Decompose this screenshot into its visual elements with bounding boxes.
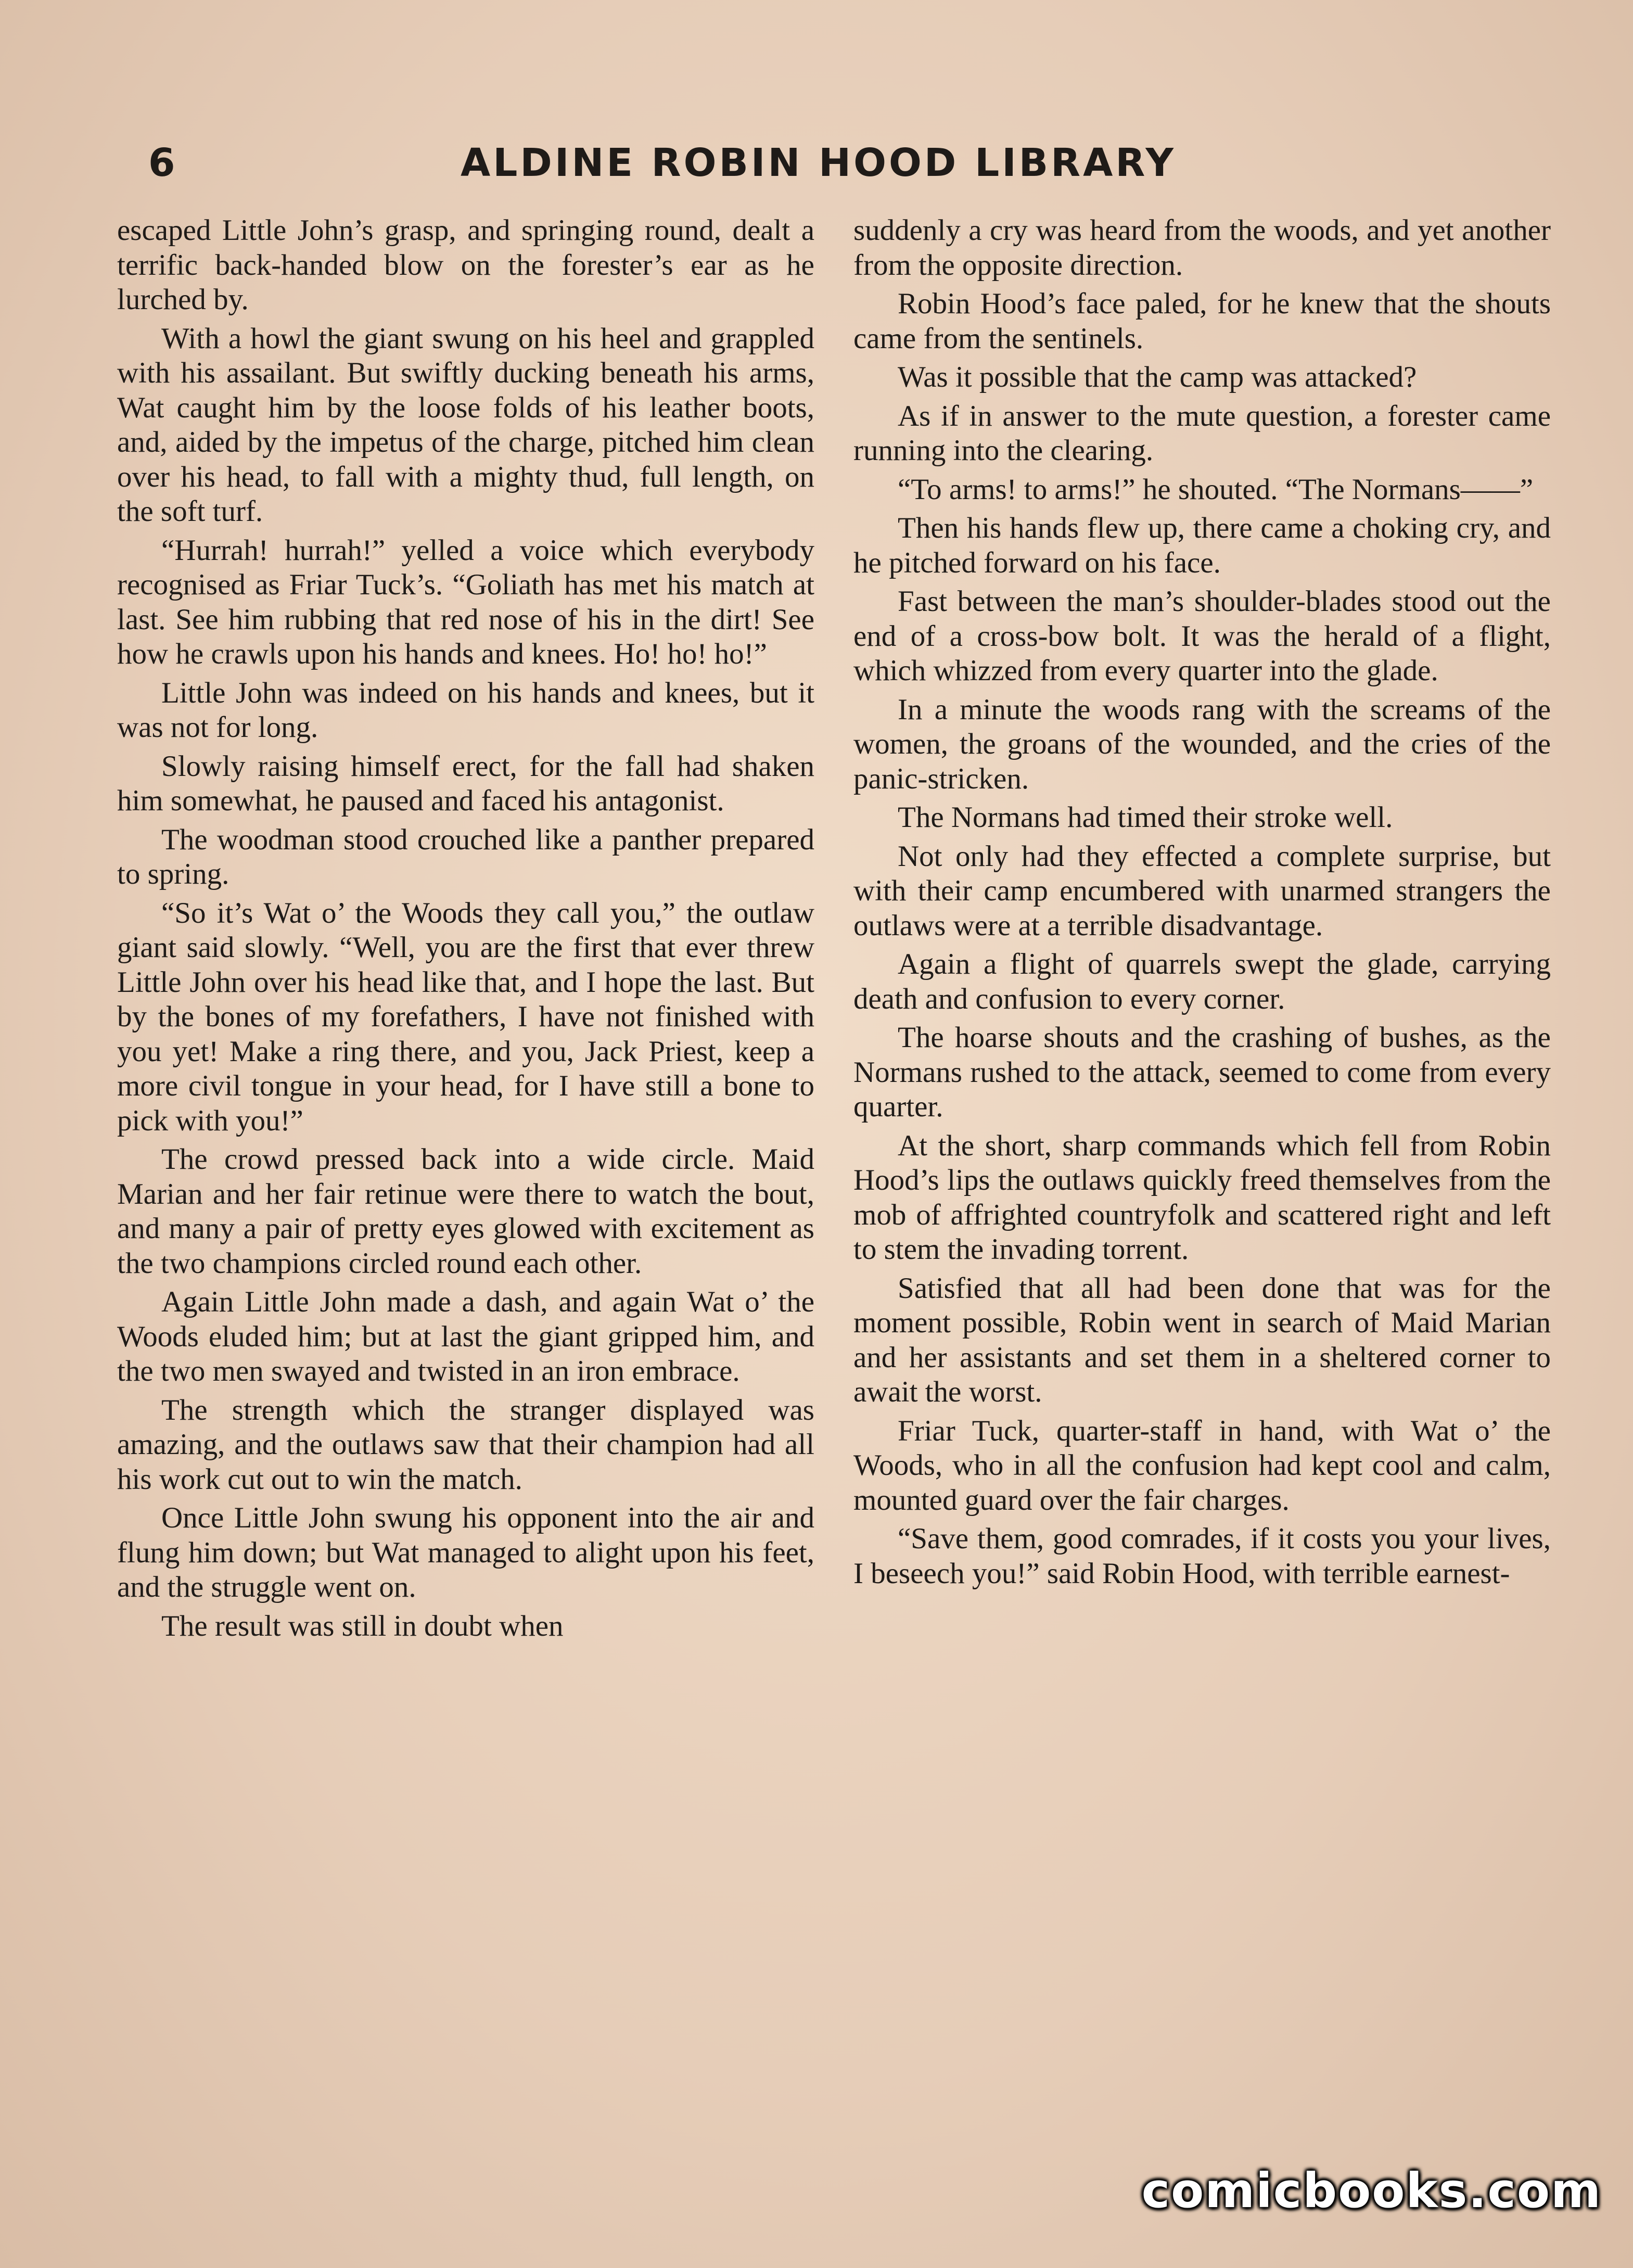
paragraph: “So it’s Wat o’ the Woods they call you,” the outlaw giant said slowly. “Well, you are the first that ever threw Little John over his head like that, and I hope the last. But by the bones of my forefathers, I have not finished with you yet! Make a ring there, and you, Jack Priest, keep a more civil tongue in your head, for I have still a bone to pick with you!”	[117, 896, 814, 1137]
paragraph: Fast between the man’s shoulder-blades stood out the end of a cross-bow bolt. It was the herald of a flight, which whizzed from every quarter into the glade.	[853, 585, 1551, 687]
paragraph: Satisfied that all had been done that was for the moment possible, Robin went in search of Maid Marian and her assistants and set them in a sheltered corner to await the worst.	[853, 1271, 1551, 1408]
paragraph: Again a flight of quarrels swept the glade, carrying death and confusion to every corner.	[853, 948, 1551, 1015]
paragraph: At the short, sharp commands which fell from Robin Hood’s lips the outlaws quickly freed themselves from the mob of affrighted countryfolk and scattered right and left to stem the invading torrent.	[853, 1129, 1551, 1266]
paragraph: Once Little John swung his opponent into the air and flung him down; but Wat managed to alight upon his feet, and the struggle went on.	[117, 1501, 814, 1603]
paragraph: Then his hands flew up, there came a choking cry, and he pitched forward on his face.	[853, 512, 1551, 579]
paragraph: “Hurrah! hurrah!” yelled a voice which everybody recognised as Friar Tuck’s. “Goliath has met his match at last. See him rubbing that red nose of his in the dirt! See how he crawls upon his hands and knees. Ho! ho! ho!”	[117, 533, 814, 670]
paragraph: suddenly a cry was heard from the woods, and yet another from the opposite direction.	[853, 214, 1551, 282]
right-column	[853, 213, 1551, 1595]
page-header	[148, 141, 1220, 198]
paragraph: As if in answer to the mute question, a forester came running into the clearing.	[853, 399, 1551, 467]
paragraph: The strength which the stranger displayed was amazing, and the outlaws saw that their champion had all his work cut out to win the match.	[117, 1393, 814, 1496]
paragraph: Not only had they effected a complete surprise, but with their camp encumbered with unarmed strangers the outlaws were at a terrible disadvantage.	[853, 839, 1551, 942]
paragraph: In a minute the woods rang with the screams of the women, the groans of the wounded, and the cries of the panic-stricken.	[853, 693, 1551, 795]
paragraph: The hoarse shouts and the crashing of bushes, as the Normans rushed to the attack, seemed to come from every quarter.	[853, 1021, 1551, 1123]
paragraph: With a howl the giant swung on his heel and grappled with his assailant. But swiftly ducking beneath his arms, Wat caught him by the loose folds of his leather boots, and, aided by the impetus of the charge, pitched him clean over his head, to fall with a mighty thud, full length, on the soft turf.	[117, 322, 814, 528]
paragraph: “Save them, good comrades, if it costs you your lives, I beseech you!” said Robin Hood, with terrible earnest-	[853, 1522, 1551, 1590]
page-number: 6	[148, 141, 178, 185]
paragraph: The Normans had timed their stroke well.	[898, 801, 1393, 834]
watermark: comicbooks.com	[1141, 2163, 1602, 2219]
paragraph: The woodman stood crouched like a panther prepared to spring.	[117, 823, 814, 890]
paragraph: The crowd pressed back into a wide circle. Maid Marian and her fair retinue were there to watch the bout, and many a pair of pretty eyes glowed with excitement as the two champions circled round each other.	[117, 1143, 814, 1280]
paragraph: Again Little John made a dash, and again Wat o’ the Woods eluded him; but at last the giant gripped him, and the two men swayed and twisted in an iron embrace.	[117, 1285, 814, 1387]
paragraph: The result was still in doubt when	[161, 1609, 564, 1642]
paragraph: Slowly raising himself erect, for the fall had shaken him somewhat, he paused and faced his antagonist.	[117, 749, 814, 817]
paragraph: Robin Hood’s face paled, for he knew that the shouts came from the sentinels.	[853, 287, 1551, 355]
left-column	[117, 213, 814, 1648]
paragraph: escaped Little John’s grasp, and springing round, dealt a terrific back-handed blow on the forester’s ear as he lurched by.	[117, 214, 814, 316]
paragraph: Friar Tuck, quarter-staff in hand, with Wat o’ the Woods, who in all the confusion had kept cool and calm, mounted guard over the fair charges.	[853, 1414, 1551, 1517]
paragraph: Was it possible that the camp was attacked?	[898, 361, 1417, 393]
paragraph: Little John was indeed on his hands and knees, but it was not for long.	[117, 676, 814, 744]
running-title: ALDINE ROBIN HOOD LIBRARY	[461, 141, 1176, 185]
paragraph: “To arms! to arms!” he shouted. “The Normans——”	[898, 473, 1534, 506]
